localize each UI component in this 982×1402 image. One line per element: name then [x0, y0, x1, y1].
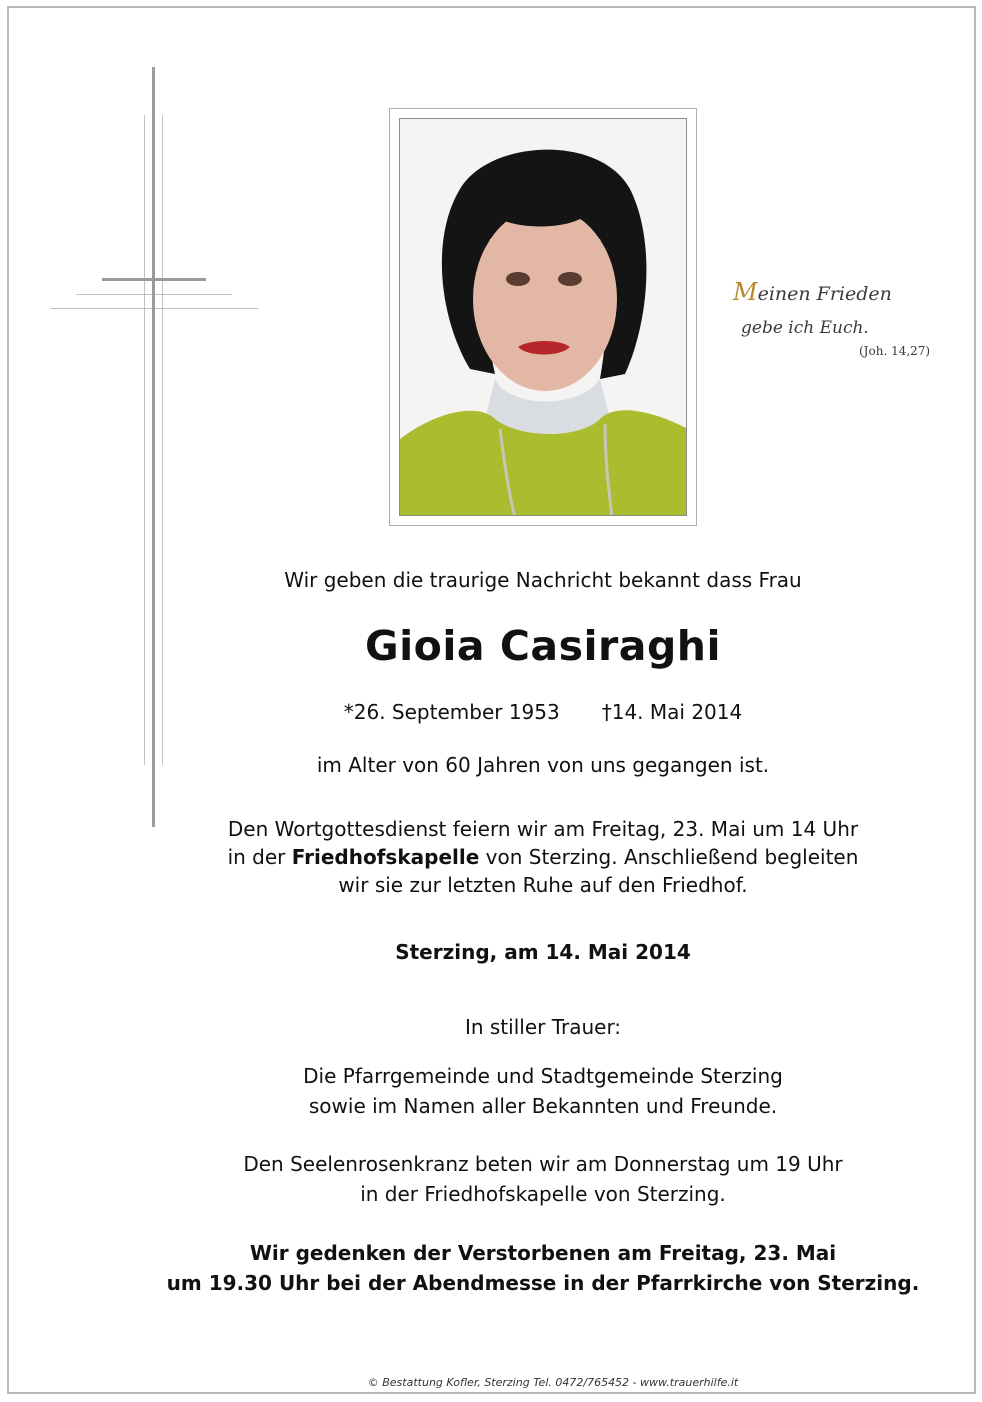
mourners-line-1: Die Pfarrgemeinde und Stadtgemeinde Sterzing — [303, 1064, 783, 1088]
quote-line-2: gebe ich Euch. — [741, 318, 869, 338]
death-date: †14. Mai 2014 — [601, 700, 743, 724]
portrait-photo — [399, 118, 687, 516]
rosary-line-1: Den Seelenrosenkranz beten wir am Donnerstag um 19 Uhr — [243, 1152, 843, 1176]
service-line-2: in der Friedhofskapelle von Sterzing. Anschließend begleiten — [227, 845, 859, 869]
mourners-line-2: sowie im Namen aller Bekannten und Freunde. — [308, 1094, 778, 1118]
intro-text: Wir geben die traurige Nachricht bekannt dass Frau — [284, 568, 802, 592]
quote-reference: (Joh. 14,27) — [859, 344, 931, 358]
age-line: im Alter von 60 Jahren von uns gegangen ist. — [316, 753, 770, 777]
memorial-line-2: um 19.30 Uhr bei der Abendmesse in der Pfarrkirche von Sterzing. — [166, 1271, 920, 1295]
service-line-3: wir sie zur letzten Ruhe auf den Friedhof. — [338, 873, 748, 897]
memorial-line-1: Wir gedenken der Verstorbenen am Freitag, 23. Mai — [249, 1241, 837, 1265]
life-dates — [52, 700, 982, 724]
rosary-line-2: in der Friedhofskapelle von Sterzing. — [360, 1182, 726, 1206]
birth-date: *26. September 1953 — [343, 700, 560, 724]
footer-credit: © Bestattung Kofler, Sterzing Tel. 0472/765452 - www.trauerhilfe.it — [367, 1376, 739, 1389]
portrait-frame — [389, 108, 697, 526]
service-line-1: Den Wortgottesdienst feiern wir am Freitag, 23. Mai um 14 Uhr — [227, 817, 859, 841]
place-date: Sterzing, am 14. Mai 2014 — [395, 940, 691, 964]
mourning-heading: In stiller Trauer: — [464, 1015, 622, 1039]
deceased-name: Gioia Casiraghi — [364, 622, 722, 670]
quote-line-1: Meinen Frieden — [733, 278, 892, 306]
